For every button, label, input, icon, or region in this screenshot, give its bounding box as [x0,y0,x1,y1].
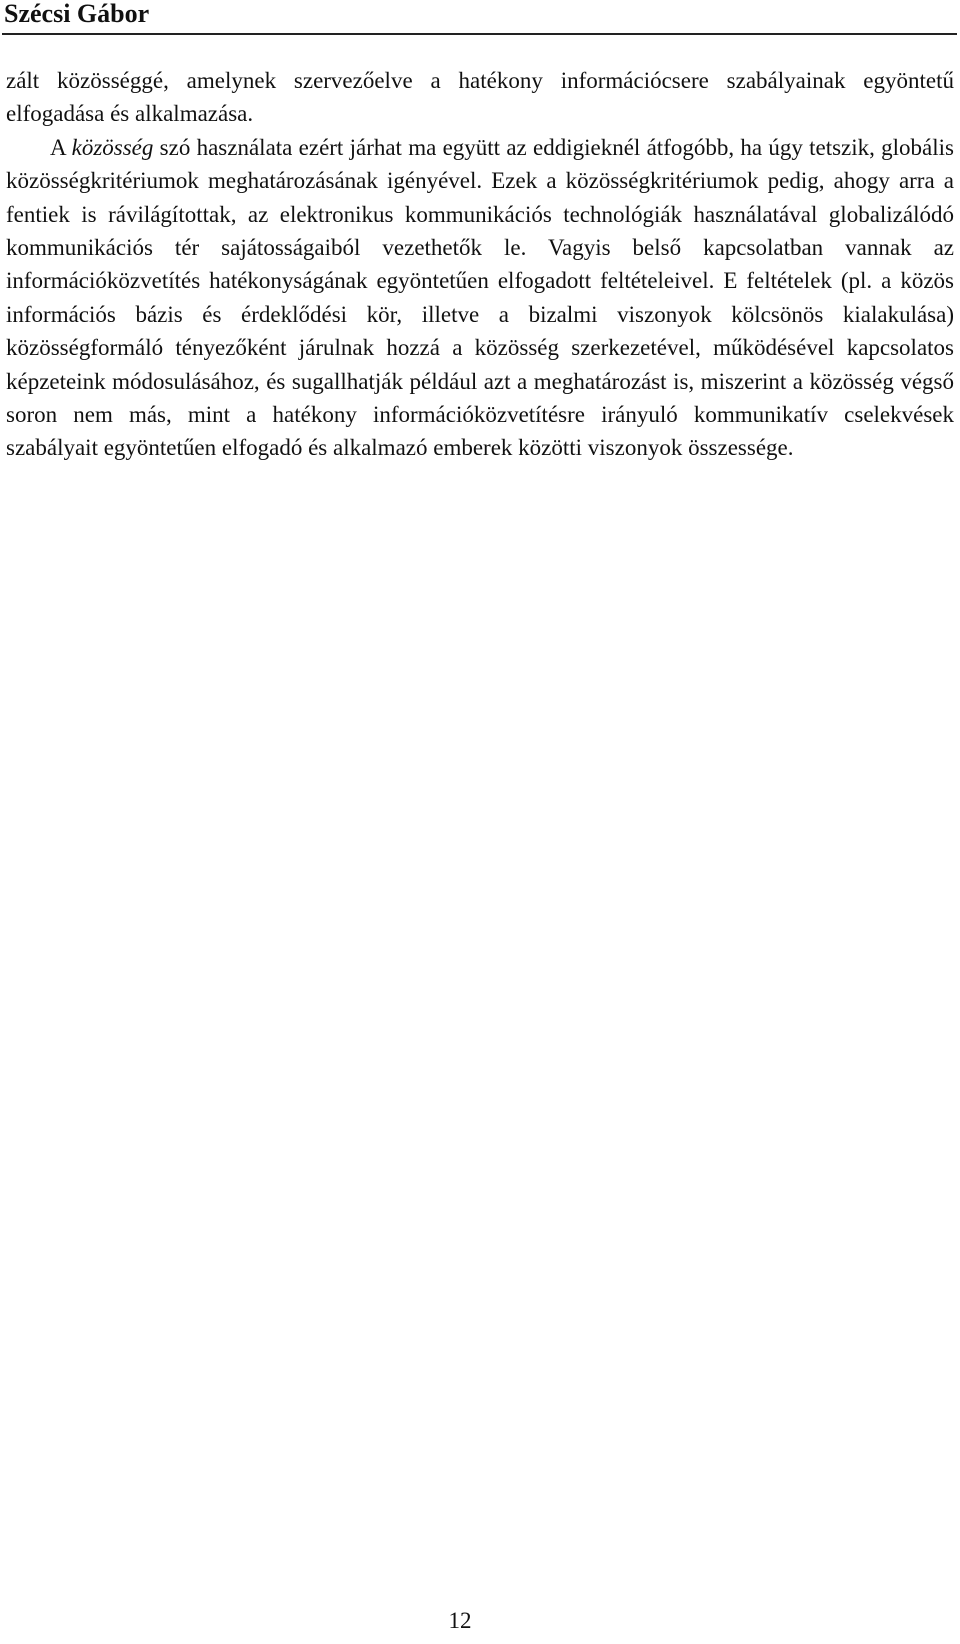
header-rule [2,33,957,35]
running-head-author: Szécsi Gábor [4,0,150,28]
paragraph-2-rest: szó használata ezért járhat ma együtt az eddigieknél átfogóbb, ha úgy tetszik, globális közösségkritériumok meghatározásának igényével. Ezek a közösségkritériumok pedig, ahogy arra a fentiek is rávilágítottak, az elektronikus kommunikációs technológiák használatával globalizálódó kommunikációs tér sajátosságaiból vezethetők le. Vagyis belső kapcsolatban vannak az információközvetítés hatékonyságának egyöntetűen elfogadott feltételeivel. E feltételek (pl. a közös információs bázis és érdeklődési kör, illetve a bizalmi viszonyok kölcsönös kialakulása) közösségformáló tényezőként járulnak hozzá a közösség szerkezetével, működésével kapcsolatos képzeteink módosulásához, és sugallhatják például azt a meghatározást is, miszerint a közösség végső soron nem más, mint a hatékony információközvetítésre irányuló kommunikatív cselekvések szabályait egyöntetűen elfogadó és alkalmazó emberek közötti viszonyok összessége. [6,134,955,461]
page-number-container [0,1606,960,1636]
paragraph-2-emphasis: közösség [71,134,154,160]
paragraph-1: zált közösséggé, amelynek szervezőelve a hatékony információcsere szabályainak egyöntetű elfogadása és alkalmazása. [6,68,954,127]
page-number: 12 [448,1608,472,1633]
paragraph-2 [6,131,954,465]
body-text [6,64,954,465]
paragraph-2-lead: A [50,134,72,160]
